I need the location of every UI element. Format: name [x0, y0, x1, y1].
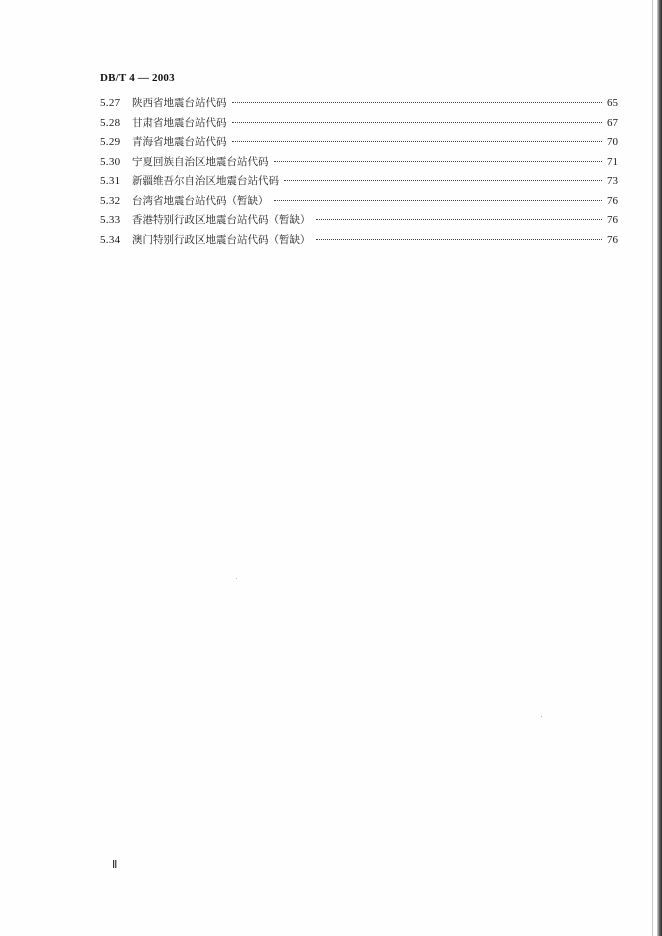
toc-entry-page: 76: [607, 194, 618, 207]
toc-entry[interactable]: [100, 211, 618, 231]
toc-entry[interactable]: [100, 133, 618, 153]
toc-entry-number: 5.33: [100, 214, 121, 226]
toc-entry-number: 5.30: [100, 155, 121, 168]
toc-entry-page: 65: [607, 97, 618, 109]
dot-leader: [316, 239, 603, 240]
toc-entry[interactable]: [100, 153, 618, 173]
toc-entry[interactable]: [100, 114, 618, 134]
dot-leader: [274, 200, 603, 201]
page-number-footer: Ⅱ: [112, 859, 118, 871]
dot-leader: [232, 102, 603, 103]
toc-entry-title: 香港特别行政区地震台站代码（暂缺）: [132, 214, 311, 226]
toc-entry-page: 67: [607, 116, 618, 129]
toc-entry-title: 新疆维吾尔自治区地震台站代码: [132, 175, 279, 187]
table-of-contents: [100, 94, 618, 250]
page-edge-line: [652, 0, 653, 936]
toc-entry-number: 5.27: [100, 97, 121, 109]
toc-entry-page: 71: [607, 155, 618, 168]
toc-entry-page: 73: [607, 175, 618, 187]
toc-entry-title: 澳门特别行政区地震台站代码（暂缺）: [132, 233, 311, 246]
dot-leader: [316, 219, 603, 220]
page-binding-edge: [657, 0, 662, 936]
toc-entry[interactable]: [100, 94, 618, 114]
dot-leader: [284, 180, 602, 181]
toc-entry-title: 宁夏回族自治区地震台站代码: [132, 155, 269, 168]
dot-leader: [232, 122, 603, 123]
toc-entry-number: 5.29: [100, 136, 121, 148]
toc-entry[interactable]: [100, 172, 618, 192]
toc-entry-title: 青海省地震台站代码: [132, 136, 227, 148]
toc-entry[interactable]: [100, 231, 618, 251]
toc-entry-number: 5.31: [100, 175, 121, 187]
toc-entry-page: 76: [607, 233, 618, 246]
toc-entry-title: 甘肃省地震台站代码: [132, 116, 227, 129]
document-header: DB/T 4 — 2003: [100, 72, 175, 84]
scan-speck: [541, 716, 542, 717]
toc-entry[interactable]: [100, 192, 618, 212]
dot-leader: [274, 161, 603, 162]
toc-entry-page: 76: [607, 214, 618, 226]
toc-entry-title: 陕西省地震台站代码: [132, 97, 227, 109]
dot-leader: [232, 141, 603, 142]
toc-entry-number: 5.28: [100, 116, 121, 129]
toc-entry-number: 5.32: [100, 194, 121, 207]
toc-entry-page: 70: [607, 136, 618, 148]
toc-entry-title: 台湾省地震台站代码（暂缺）: [132, 194, 269, 207]
toc-entry-number: 5.34: [100, 233, 121, 246]
scan-speck: [236, 578, 237, 579]
